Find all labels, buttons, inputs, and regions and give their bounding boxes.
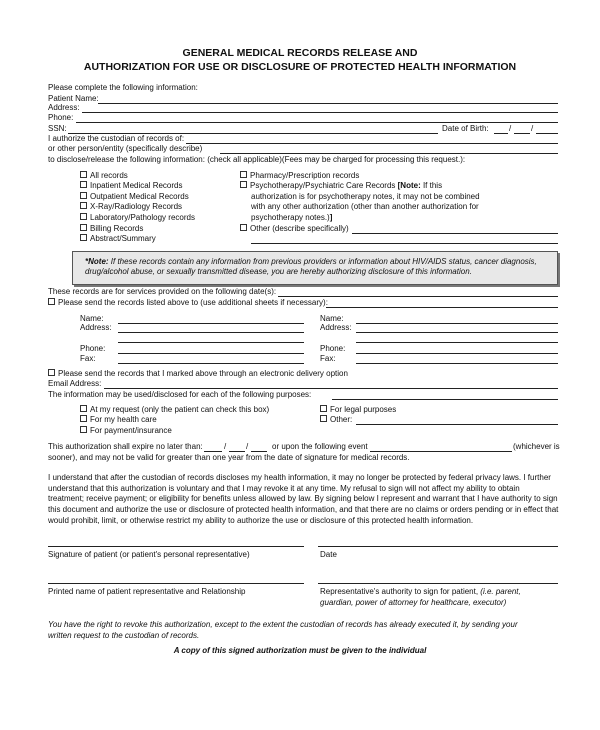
checkbox-label: Other (describe specifically): [250, 224, 349, 233]
checkbox-label: All records: [90, 171, 128, 180]
expire-event-label: or upon the following event: [272, 442, 368, 451]
recipient-1-phone-field[interactable]: [118, 353, 304, 354]
checkbox-box[interactable]: [48, 369, 55, 376]
revoke-line-1: You have the right to revoke this authorization, except to the extent the custodian of records has already executed it, by sending your: [48, 620, 518, 629]
checkbox-label: For my health care: [90, 415, 157, 424]
email-field[interactable]: [104, 388, 558, 389]
recipient-1-address-label: Address:: [80, 323, 112, 332]
checkbox-laboratory-records[interactable]: [80, 213, 195, 223]
psychotherapy-note-text: If this: [420, 181, 443, 190]
expire-whichever-label: (whichever is: [513, 442, 560, 451]
recipient-2-name-label: Name:: [320, 314, 344, 323]
checkbox-box[interactable]: [48, 298, 55, 305]
acknowledgment-line-2: understand that this authorization is voluntary and that I may revoke it at any time. My refusal to sign will not affect my ability to obtain: [48, 484, 520, 493]
checkbox-payment-insurance[interactable]: [80, 426, 172, 436]
other-purpose-field[interactable]: [356, 424, 558, 425]
form-title-line-2: AUTHORIZATION FOR USE OR DISCLOSURE OF PROTECTED HEALTH INFORMATION: [83, 61, 517, 73]
revoke-line-2: written request to the custodian of records.: [48, 631, 200, 640]
checkbox-label: Pharmacy/Prescription records: [250, 171, 360, 180]
custodian-label: I authorize the custodian of records of:: [48, 134, 185, 143]
checkbox-label: Billing Records: [90, 224, 144, 233]
send-records-field[interactable]: [326, 307, 558, 308]
recipient-2-fax-label: Fax:: [320, 354, 336, 363]
representative-authority-examples-2: guardian, power of attorney for healthcare, executor): [320, 598, 507, 607]
recipient-2-phone-field[interactable]: [356, 353, 558, 354]
recipient-1-name-label: Name:: [80, 314, 104, 323]
checkbox-billing-records[interactable]: [80, 224, 143, 234]
expire-event-field[interactable]: [370, 451, 512, 452]
checkbox-box[interactable]: [80, 192, 87, 199]
checkbox-label: Outpatient Medical Records: [90, 192, 189, 201]
checkbox-all-records[interactable]: [80, 171, 128, 181]
checkbox-label: Abstract/Summary: [90, 234, 156, 243]
checkbox-label: Please send the records listed above to (use additional sheets if necessary):: [58, 298, 328, 307]
sensitive-info-notice: [72, 251, 558, 285]
representative-authority-label: [320, 587, 521, 597]
notice-line-2: drug/alcohol abuse, or sexually transmitted disease, you are hereby authorizing disclosure of this information.: [85, 267, 472, 276]
recipient-2-name-field[interactable]: [356, 323, 558, 324]
patient-name-field[interactable]: [98, 103, 558, 104]
phone-field[interactable]: [76, 122, 558, 123]
copy-notice: A copy of this signed authorization must be given to the individual: [173, 646, 427, 655]
other-records-field-2[interactable]: [251, 243, 558, 244]
recipient-1-address-field[interactable]: [118, 332, 304, 333]
printed-name-field[interactable]: [48, 583, 304, 584]
recipient-1-fax-field[interactable]: [118, 363, 304, 364]
notice-label: *Note:: [85, 257, 109, 266]
checkbox-label: Please send the records that I marked above through an electronic delivery option: [58, 369, 348, 378]
checkbox-box[interactable]: [240, 181, 247, 188]
expire-separator-1: /: [224, 442, 227, 451]
dob-label: Date of Birth:: [442, 124, 489, 133]
checkbox-box[interactable]: [80, 415, 87, 422]
other-person-field[interactable]: [220, 153, 558, 154]
checkbox-label: For legal purposes: [330, 405, 397, 414]
recipient-1-name-field[interactable]: [118, 323, 304, 324]
expire-month-field[interactable]: [204, 451, 222, 452]
representative-authority-text: Representative's authority to sign for patient,: [320, 587, 481, 596]
phone-label: Phone:: [48, 113, 74, 122]
checkbox-box[interactable]: [240, 171, 247, 178]
recipient-1-phone-label: Phone:: [80, 344, 106, 353]
checkbox-psychotherapy-records[interactable]: [240, 181, 442, 191]
checkbox-box[interactable]: [80, 426, 87, 433]
checkbox-box[interactable]: [80, 171, 87, 178]
purposes-field[interactable]: [332, 399, 558, 400]
checkbox-health-care[interactable]: [80, 415, 157, 425]
checkbox-send-records[interactable]: [48, 298, 328, 308]
psychotherapy-note-close: ]: [329, 213, 333, 222]
checkbox-label: Inpatient Medical Records: [90, 181, 183, 190]
recipient-2-phone-label: Phone:: [320, 344, 346, 353]
acknowledgment-line-1: I understand that after the custodian of records discloses my health information, it may no longer be protected by federal privacy laws. I further: [48, 473, 551, 482]
checkbox-box[interactable]: [320, 405, 327, 412]
checkbox-inpatient-records[interactable]: [80, 181, 183, 191]
other-person-label: or other person/entity (specifically describe): [48, 144, 203, 153]
service-dates-field[interactable]: [278, 296, 558, 297]
dob-separator-1: /: [509, 124, 512, 133]
email-label: Email Address:: [48, 379, 102, 388]
signature-date-label: Date: [320, 550, 337, 559]
dob-month-field[interactable]: [494, 133, 508, 134]
checkbox-box[interactable]: [80, 202, 87, 209]
recipient-2-address-field-2[interactable]: [356, 342, 558, 343]
acknowledgment-line-5: would prohibit, limit, or otherwise restrict my ability to authorize the use or disclosure of this protected health information.: [48, 516, 474, 525]
recipient-2-address-field[interactable]: [356, 332, 558, 333]
representative-authority-field[interactable]: [318, 583, 558, 584]
patient-name-label: Patient Name:: [48, 94, 99, 103]
dob-separator-2: /: [531, 124, 534, 133]
checkbox-outpatient-records[interactable]: [80, 192, 189, 202]
purposes-label: The information may be used/disclosed for each of the following purposes:: [48, 390, 312, 399]
checkbox-box[interactable]: [320, 415, 327, 422]
representative-authority-examples: (i.e. parent,: [480, 587, 521, 596]
address-field[interactable]: [82, 112, 558, 113]
checkbox-label: Other:: [330, 415, 353, 424]
checkbox-xray-records[interactable]: [80, 202, 182, 212]
checkbox-box[interactable]: [80, 181, 87, 188]
notice-line-1: [85, 257, 537, 267]
psychotherapy-note-label: [Note:: [397, 181, 421, 190]
psychotherapy-note-line-2: authorization is for psychotherapy notes, it may not be combined: [251, 192, 480, 201]
intro-text: Please complete the following information:: [48, 83, 198, 92]
checkbox-box[interactable]: [80, 224, 87, 231]
recipient-1-fax-label: Fax:: [80, 354, 96, 363]
expire-day-field[interactable]: [229, 451, 245, 452]
signature-field[interactable]: [48, 546, 304, 547]
notice-text-1: If these records contain any information from previous providers or information about HIV/AIDS status, cancer diagnosis,: [108, 257, 537, 266]
checkbox-box[interactable]: [80, 213, 87, 220]
checkbox-pharmacy-records[interactable]: [240, 171, 359, 181]
dob-day-field[interactable]: [514, 133, 530, 134]
checkbox-abstract-summary[interactable]: [80, 234, 156, 244]
checkbox-label: Psychotherapy/Psychiatric Care Records: [250, 181, 396, 190]
checkbox-label: X-Ray/Radiology Records: [90, 202, 183, 211]
dob-year-field[interactable]: [536, 133, 558, 134]
ssn-label: SSN:: [48, 124, 67, 133]
checkbox-legal-purposes[interactable]: [320, 405, 396, 415]
checkbox-label: At my request (only the patient can check this box): [90, 405, 270, 414]
expire-separator-2: /: [246, 442, 249, 451]
checkbox-other-records[interactable]: [240, 224, 349, 234]
signature-label: Signature of patient (or patient's personal representative): [48, 550, 250, 559]
psychotherapy-note-line-4: [251, 213, 332, 223]
checkbox-box[interactable]: [80, 234, 87, 241]
service-dates-label: These records are for services provided on the following date(s):: [48, 287, 277, 296]
acknowledgment-line-4: this document and authorize the use or disclosure of protected health information, and that there are no claims or orders pending or in effect that: [48, 505, 559, 514]
checkbox-box[interactable]: [240, 224, 247, 231]
recipient-1-address-field-2[interactable]: [118, 342, 304, 343]
checkbox-other-purpose[interactable]: [320, 415, 352, 425]
checkbox-label: Laboratory/Pathology records: [90, 213, 195, 222]
printed-name-label: Printed name of patient representative and Relationship: [48, 587, 246, 596]
signature-date-field[interactable]: [318, 546, 558, 547]
expire-label: This authorization shall expire no later than:: [48, 442, 203, 451]
checkbox-box[interactable]: [80, 405, 87, 412]
recipient-2-fax-field[interactable]: [356, 363, 558, 364]
address-label: Address:: [48, 103, 80, 112]
other-records-field[interactable]: [352, 233, 558, 234]
expire-year-field[interactable]: [251, 451, 267, 452]
checkbox-label: For payment/insurance: [90, 426, 172, 435]
form-title-line-1: GENERAL MEDICAL RECORDS RELEASE AND: [182, 47, 418, 59]
disclose-instructions: to disclose/release the following information: (check all applicable)(Fees may be charged for processing this request.):: [48, 155, 466, 164]
acknowledgment-line-3: treatment; receive payment; or eligibility for benefits unless allowed by law. By signing below I represent and warrant that I have authority to sign: [48, 494, 558, 503]
checkbox-electronic-delivery[interactable]: [48, 369, 348, 379]
psychotherapy-note-end: psychotherapy notes.): [251, 213, 330, 222]
expire-line-2: sooner), and may not be valid for greater than one year from the date of signature for medical records.: [48, 453, 410, 462]
recipient-2-address-label: Address:: [320, 323, 352, 332]
checkbox-at-my-request[interactable]: [80, 405, 269, 415]
custodian-field[interactable]: [186, 143, 558, 144]
psychotherapy-note-line-3: with any other authorization (other than another authorization for: [251, 202, 479, 211]
